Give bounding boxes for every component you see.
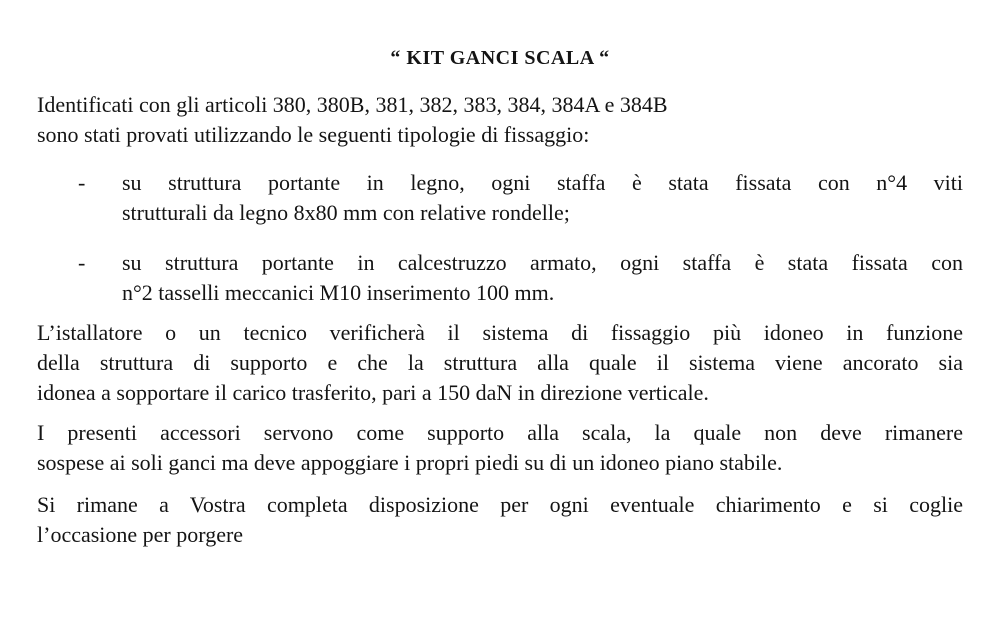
paragraph-installer-note [37, 318, 963, 408]
bullet-line: strutturali da legno 8x80 mm con relative rondelle; [122, 200, 570, 225]
paragraph-line: idonea a sopportare il carico trasferito, pari a 150 daN in direzione verticale. [37, 380, 709, 405]
bullet-line: su struttura portante in legno, ogni staffa è stata fissata con n°4 viti [122, 170, 963, 195]
bullet-line: n°2 tasselli meccanici M10 inserimento 100 mm. [122, 280, 555, 305]
paragraph-line: L’istallatore o un tecnico verificherà il sistema di fissaggio più idoneo in funzione [37, 320, 963, 345]
paragraph-line: l’occasione per porgere [37, 522, 244, 547]
bullet-list [37, 168, 963, 308]
document-title: “ KIT GANCI SCALA “ [390, 47, 610, 69]
paragraph-support-note [37, 418, 963, 478]
paragraph-line: Si rimane a Vostra completa disposizione per ogni eventuale chiarimento e si coglie [37, 492, 963, 517]
bullet-marker: - [78, 170, 86, 195]
bullet-item-concrete-fixing [37, 248, 963, 308]
bullet-line: su struttura portante in calcestruzzo armato, ogni staffa è stata fissata con [122, 250, 963, 275]
paragraph-line: sospese ai soli ganci ma deve appoggiare i propri piedi su di un idoneo piano stabile. [37, 450, 783, 475]
intro-line-1: Identificati con gli articoli 380, 380B, 381, 382, 383, 384, 384A e 384B [37, 92, 668, 117]
intro-paragraph [37, 90, 963, 150]
paragraph-closing [37, 490, 963, 550]
bullet-marker: - [78, 250, 86, 275]
bullet-text [122, 168, 963, 228]
paragraph-line: I presenti accessori servono come supporto alla scala, la quale non deve rimanere [37, 420, 963, 445]
intro-line-2: sono stati provati utilizzando le seguenti tipologie di fissaggio: [37, 122, 590, 147]
paragraph-line: della struttura di supporto e che la struttura alla quale il sistema viene ancorato sia [37, 350, 963, 375]
bullet-item-wood-fixing [37, 168, 963, 228]
bullet-text [122, 248, 963, 308]
